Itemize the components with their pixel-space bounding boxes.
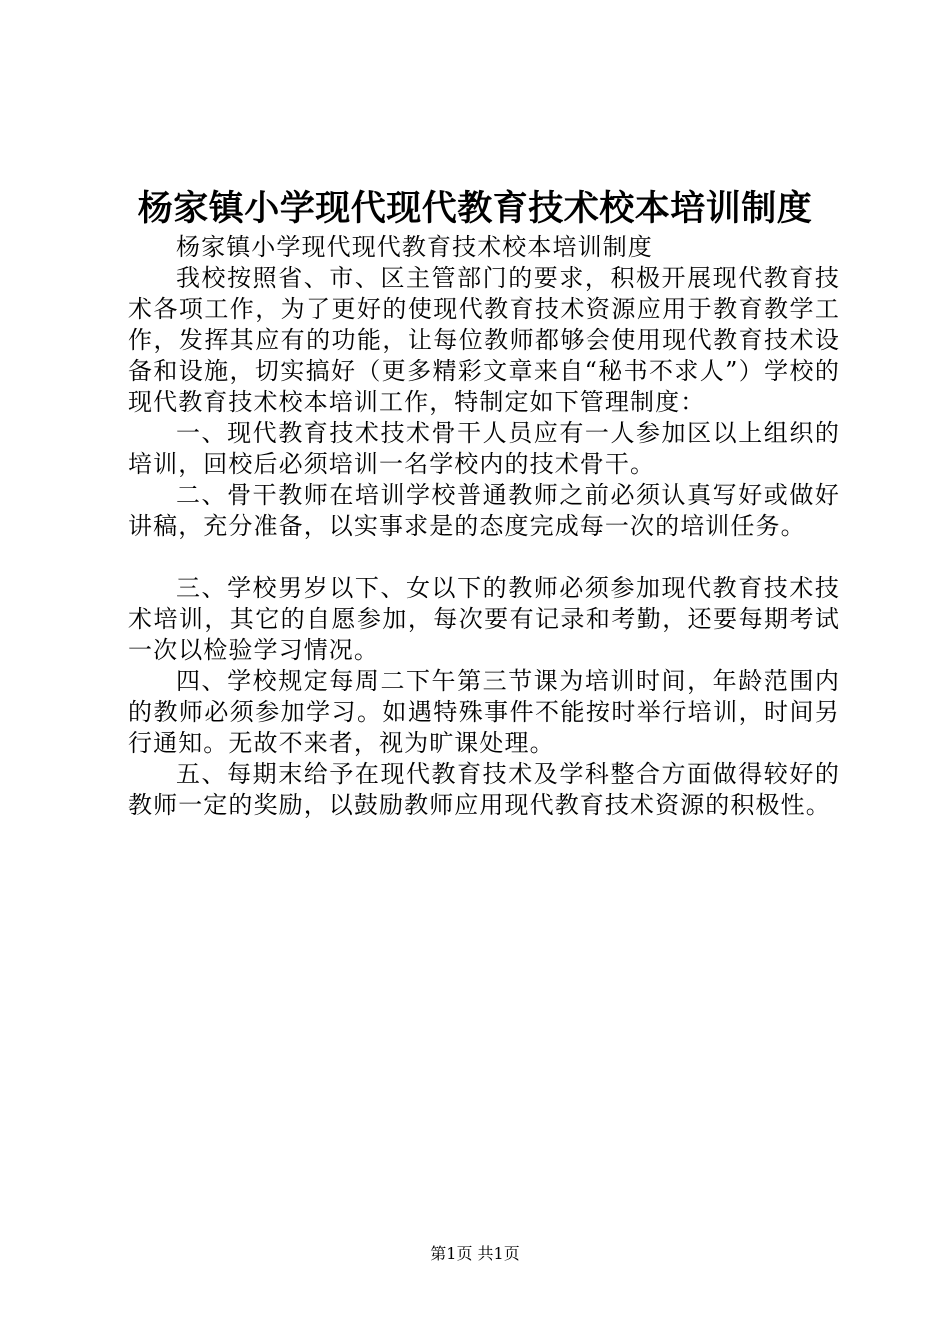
document-title: 杨家镇小学现代现代教育技术校本培训制度: [137, 188, 813, 229]
page-number-footer: 第1页 共1页: [430, 1244, 520, 1263]
body-paragraph-rule-1: 一、现代教育技术技术骨干人员应有一人参加区以上组织的培训，回校后必须培训一名学校内的技术骨干。: [128, 419, 840, 478]
body-paragraph-rule-2: 二、骨干教师在培训学校普通教师之前必须认真写好或做好讲稿，充分准备，以实事求是的态度完成每一次的培训任务。: [128, 481, 840, 540]
body-paragraph-rule-4: 四、学校规定每周二下午第三节课为培训时间，年龄范围内的教师必须参加学习。如遇特殊事件不能按时举行培训，时间另行通知。无故不来者，视为旷课处理。: [128, 667, 840, 757]
document-body: [128, 232, 840, 821]
body-paragraph-rule-3: 三、学校男岁以下、女以下的教师必须参加现代教育技术技术培训，其它的自愿参加，每次要有记录和考勤，还要每期考试一次以检验学习情况。: [128, 574, 840, 664]
body-paragraph-intro: 我校按照省、市、区主管部门的要求，积极开展现代教育技术各项工作，为了更好的使现代教育技术资源应用于教育教学工作，发挥其应有的功能，让每位教师都够会使用现代教育技术设备和设施，切实搞好（更多精彩文章来自“秘书不求人”）学校的现代教育技术校本培训工作，特制定如下管理制度：: [128, 264, 840, 416]
body-paragraph-subtitle: 杨家镇小学现代现代教育技术校本培训制度: [176, 233, 653, 261]
body-paragraph-rule-5: 五、每期末给予在现代教育技术及学科整合方面做得较好的教师一定的奖励，以鼓励教师应用现代教育技术资源的积极性。: [128, 760, 840, 819]
